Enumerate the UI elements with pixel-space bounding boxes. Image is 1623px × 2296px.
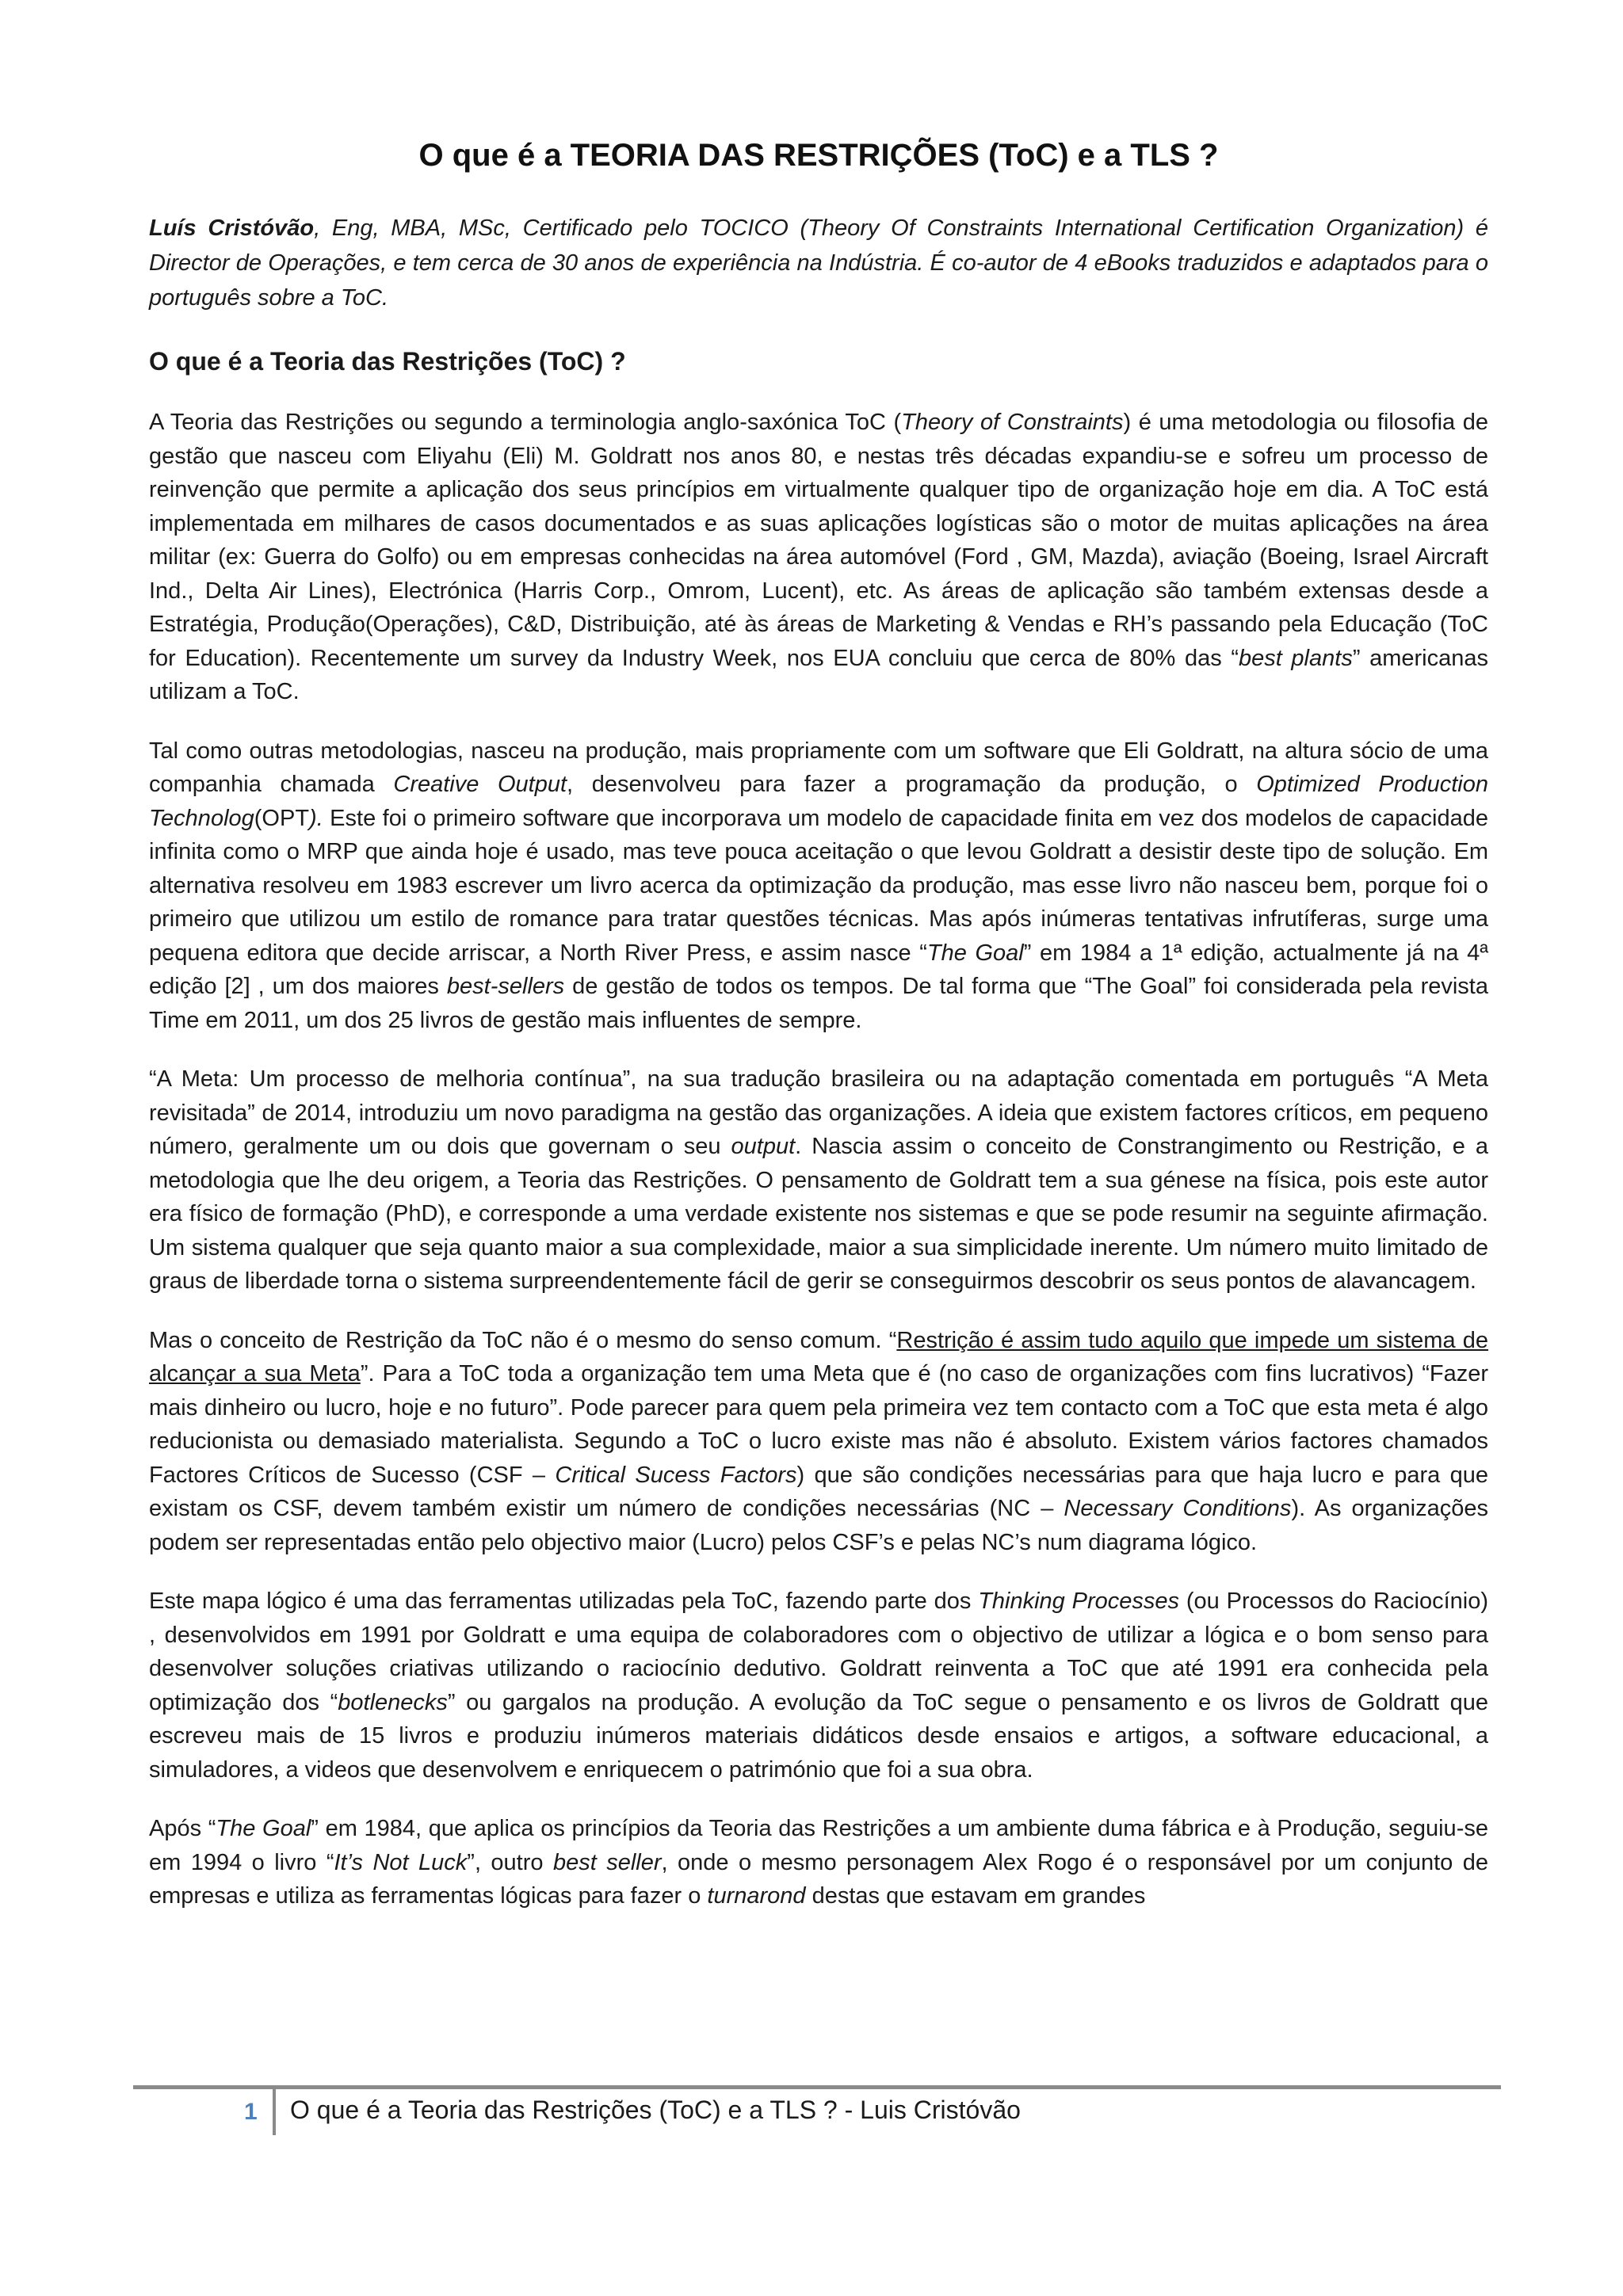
section-heading: O que é a Teoria das Restrições (ToC) ?: [149, 347, 626, 376]
text-run: ). As organizações podem ser representadas então pelo objectivo maior (Lucro) pelos CSF’s e pelas NC’s num diagrama lógico.: [149, 1496, 1488, 1555]
text-run: Este mapa lógico é uma das ferramentas utilizadas pela ToC, fazendo parte dos: [149, 1589, 979, 1614]
document-page: [149, 135, 1488, 1913]
italic-run: Thinking Processes: [978, 1589, 1180, 1614]
text-run: ”, outro: [467, 1849, 553, 1875]
page-footer: [133, 2085, 1501, 2137]
italic-run: botlenecks: [338, 1689, 448, 1715]
paragraph-4: [149, 1324, 1488, 1560]
text-run: ” ou gargalos na produção. A evolução da ToC segue o pensamento e os livros de Goldratt que escreveu mais de 15 livros e produziu inúmeros materiais didáticos desde ensaios e artigos, a software educacional, a simuladores, a videos que desenvolvem e enriquecem o património que foi a sua obra.: [149, 1689, 1488, 1783]
footer-text: O que é a Teoria das Restrições (ToC) e a TLS ? - Luis Cristóvão: [290, 2096, 1021, 2124]
author-bio-text: , Eng, MBA, MSc, Certificado pelo TOCICO (Theory Of Constraints International Certification Organization) é Director de Operações, e tem cerca de 30 anos de experiência na Indústria. É co-autor de 4 eBooks traduzidos e adaptados para o português sobre a ToC.: [149, 215, 1488, 311]
italic-run: It’s Not Luck: [334, 1849, 468, 1875]
text-run: (ou Processos do Raciocínio) , desenvolvidos em 1991 por Goldratt e uma equipa de colaboradores com o objectivo de utilizar a lógica e o bom senso para desenvolver soluções criativas utilizando o raciocínio dedutivo. Goldratt reinventa a ToC que até 1991 era conhecida pela optimização dos “: [149, 1589, 1489, 1715]
author-name: Luís Cristóvão: [149, 215, 315, 241]
italic-run: best-sellers: [446, 974, 565, 999]
text-run: A Teoria das Restrições ou segundo a terminologia anglo-saxónica ToC (: [149, 410, 902, 435]
text-run: de gestão de todos os tempos. De tal forma que “The Goal” foi considerada pela revista Time em 2011, um dos 25 livros de gestão mais influentes de sempre.: [149, 974, 1488, 1033]
italic-run: turnarond: [707, 1883, 806, 1909]
italic-run: Optimized Production Technolog: [149, 772, 1489, 831]
italic-run: Theory of Constraints: [901, 410, 1124, 435]
italic-run: The Goal: [216, 1816, 311, 1841]
footer-divider: [273, 2089, 276, 2135]
text-run: ” em 1984 a 1ª edição, actualmente já na 4ª edição [2] , um dos maiores: [149, 940, 1488, 999]
text-run: ” americanas utilizam a ToC.: [149, 645, 1489, 704]
text-run: Tal como outras metodologias, nasceu na produção, mais propriamente com um software que Eli Goldratt, na altura sócio de uma companhia chamada: [149, 738, 1488, 797]
paragraph-2: [149, 734, 1488, 1038]
text-run: . Nascia assim o conceito de Constrangimento ou Restrição, e a metodologia que lhe deu origem, a Teoria das Restrições. O pensamento de Goldratt tem a sua génese na física, pois este autor era físico de formação (PhD), e corresponde a uma verdade existente nos sistemas e que se pode resumir na seguinte afirmação. Um sistema qualquer que seja quanto maior a sua complexidade, maior a sua simplicidade inerente. Um número muito limitado de graus de liberdade torna o sistema surpreendentemente fácil de gerir se conseguirmos descobrir os seus pontos de alavancagem.: [149, 1134, 1488, 1294]
text-run: ” em 1984, que aplica os princípios da Teoria das Restrições a um ambiente duma fábrica e à Produção, seguiu-se em 1994 o livro “: [149, 1816, 1488, 1875]
underlined-definition: Restrição é assim tudo aquilo que impede um sistema de alcançar a sua Meta: [149, 1327, 1488, 1386]
italic-run: The Goal: [926, 940, 1024, 966]
paragraph-6: [149, 1812, 1488, 1913]
text-run: Este foi o primeiro software que incorporava um modelo de capacidade finita em vez dos modelos de capacidade infinita como o MRP que ainda hoje é usado, mas teve pouca aceitação o que levou Goldratt a desistir deste tipo de solução. Em alternativa resolveu em 1983 escrever um livro acerca da optimização da produção, mas esse livro não nasceu bem, porque foi o primeiro que utilizou um estilo de romance para tratar questões técnicas. Mas após inúmeras tentativas infrutíferas, surge uma pequena editora que decide arriscar, a North River Press, e assim nasce “: [149, 805, 1488, 966]
page-number: 1: [244, 2099, 258, 2125]
footer-row: [133, 2089, 1501, 2137]
text-run: ”. Para a ToC toda a organização tem uma Meta que é (no caso de organizações com fins lucrativos) “Fazer mais dinheiro ou lucro, hoje e no futuro”. Pode parecer para quem pela primeira vez tem contacto com a ToC que esta meta é algo reducionista ou demasiado materialista. Segundo a ToC o lucro existe mas não é absoluto. Existem vários factores chamados Factores Críticos de Sucesso (CSF –: [149, 1361, 1488, 1488]
paragraph-3: [149, 1062, 1488, 1299]
text-run: , onde o mesmo personagem Alex Rogo é o responsável por um conjunto de empresas e utiliza as ferramentas lógicas para fazer o: [149, 1849, 1488, 1909]
text-run: “A Meta: Um processo de melhoria contínua”, na sua tradução brasileira ou na adaptação comentada em português “A Meta revisitada” de 2014, introduziu um novo paradigma na gestão das organizações. A ideia que existem factores críticos, em pequeno número, geralmente um ou dois que governam o seu: [149, 1066, 1488, 1159]
italic-run: Critical Sucess Factors: [555, 1462, 797, 1488]
text-run: , desenvolveu para fazer a programação da produção, o: [567, 772, 1257, 797]
italic-run: best plants: [1239, 645, 1353, 671]
text-run: Após “: [149, 1816, 216, 1841]
document-title: O que é a TEORIA DAS RESTRIÇÕES (ToC) e a TLS ?: [418, 138, 1219, 173]
text-run: ) que são condições necessárias para que haja lucro e para que existam os CSF, devem também existir um número de condições necessárias (NC –: [149, 1462, 1488, 1521]
text-run: ) é uma metodologia ou filosofia de gestão que nasceu com Eliyahu (Eli) M. Goldratt nos anos 80, e nestas três décadas expandiu-se e sofreu um processo de reinvenção que permite a aplicação dos seus princípios em virtualmente qualquer tipo de organização hoje em dia. A ToC está implementada em milhares de casos documentados e as suas aplicações logísticas são o motor de muitas aplicações na área militar (ex: Guerra do Golfo) ou em empresas conhecidas na área automóvel (Ford , GM, Mazda), aviação (Boeing, Israel Aircraft Ind., Delta Air Lines), Electrónica (Harris Corp., Omrom, Lucent), etc. As áreas de aplicação são também extensas desde a Estratégia, Produção(Operações), C&D, Distribuição, até às áreas de Marketing & Vendas e RH’s passando pela Educação (ToC for Education). Recentemente um survey da Industry Week, nos EUA concluiu que cerca de 80% das “: [149, 410, 1488, 671]
paragraph-5: [149, 1585, 1488, 1787]
text-run: Mas o conceito de Restrição da ToC não é o mesmo do senso comum. “: [149, 1327, 897, 1353]
author-bio: [149, 211, 1488, 315]
text-run: destas que estavam em grandes: [805, 1883, 1146, 1909]
italic-run: Creative Output: [393, 772, 567, 797]
text-run: (OPT: [254, 805, 310, 831]
italic-run: best seller: [552, 1849, 662, 1875]
italic-run: output: [731, 1134, 796, 1159]
italic-run: Necessary Conditions: [1064, 1496, 1292, 1521]
italic-run: ).: [309, 805, 323, 831]
paragraph-1: [149, 406, 1488, 709]
